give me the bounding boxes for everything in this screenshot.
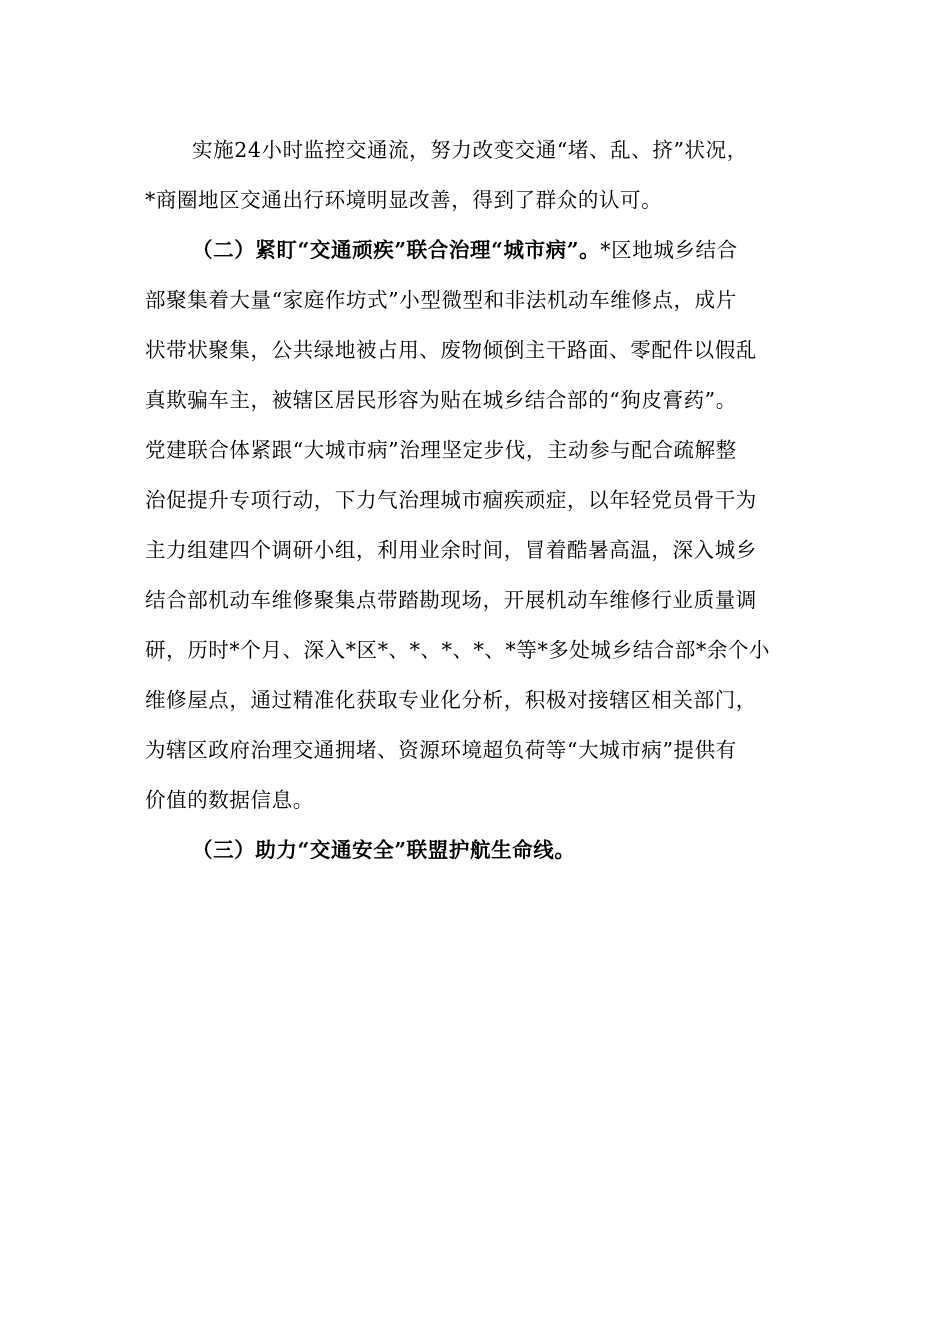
text-line: 主力组建四个调研小组，利用业余时间，冒着酷暑高温，深入城乡 [145,538,757,562]
text-line: 部聚集着大量“家庭作坊式”小型微型和非法机动车维修点，成片 [145,288,737,312]
section-heading: （三）助力“交通安全”联盟护航生命线。 [192,838,576,862]
text-line: 结合部机动车维修聚集点带踏勘现场，开展机动车维修行业质量调 [145,588,757,612]
section-heading: （二）紧盯“交通顽疾”联合治理“城市病”。 [192,238,601,262]
text-line: 为辖区政府治理交通拥堵、资源环境超负荷等“大城市病”提供有 [145,738,737,762]
text-line: 治促提升专项行动，下力气治理城市痼疾顽症，以年轻党员骨干为 [145,488,757,512]
text-line: 维修屋点，通过精准化获取专业化分析，积极对接辖区相关部门， [145,688,757,712]
text-line: 党建联合体紧跟“大城市病”治理坚定步伐，主动参与配合疏解整 [145,438,737,462]
text-span: *区地城乡结合 [600,238,738,262]
text-line: 真欺骗车主，被辖区居民形容为贴在城乡结合部的“狗皮膏药”。 [145,388,737,412]
text-line: *商圈地区交通出行环境明显改善，得到了群众的认可。 [145,188,663,212]
paragraph-heading-line [192,240,950,261]
text-line: 实施24小时监控交通流，努力改变交通“堵、乱、挤”状况， [192,138,748,162]
text-line: 价值的数据信息。 [145,788,314,812]
text-line: 状带状聚集，公共绿地被占用、废物倾倒主干路面、零配件以假乱 [145,338,757,362]
text-line: 研，历时*个月、深入*区*、*、*、*、*等*多处城乡结合部*余个小 [145,638,771,662]
